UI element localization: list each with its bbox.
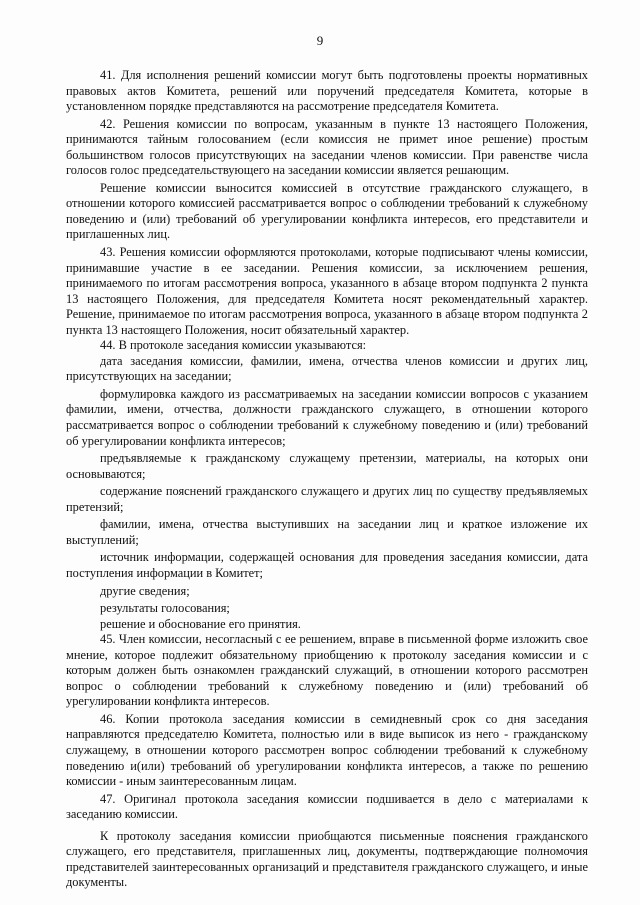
protocol-item-voting: результаты голосования; <box>100 601 230 616</box>
protocol-item-explanations: содержание пояснений гражданского служащего и других лиц по существу предъявляемых претензий; <box>66 484 588 514</box>
protocol-item-wording: формулировка каждого из рассматриваемых на заседании комиссии вопросов с указанием фамилии, имени, отчества, должности гражданского служащего, в отношении которого рассматривается вопрос о соблюдении требований к служебному поведению и (или) требований об урегулировании конфликта интересов; <box>66 386 588 448</box>
protocol-item-other: другие сведения; <box>100 583 190 598</box>
paragraph-42: 42. Решения комиссии по вопросам, указанным в пункте 13 настоящего Положения, принимаются тайным голосованием (если комиссия не примет иное решение) простым большинством голосов присутствующих на заседании членов комиссии. При равенстве числа голосов голос председательствующего на заседании комиссии является решающим. <box>66 116 588 178</box>
paragraph-44: 44. В протоколе заседания комиссии указываются: <box>100 338 367 353</box>
protocol-item-source: источник информации, содержащей основания для проведения заседания комиссии, дата поступления информации в Комитет; <box>66 550 588 580</box>
paragraph-41: 41. Для исполнения решений комиссии могут быть подготовлены проекты нормативных правовых актов Комитета, решений или поручений председателя Комитета, которые в установленном порядке представляются на рассмотрение председателя Комитета. <box>66 68 588 114</box>
page-number: 9 <box>316 33 324 48</box>
protocol-item-date: дата заседания комиссии, фамилии, имена, отчества членов комиссии и других лиц, присутствующих на заседании; <box>66 353 588 384</box>
paragraph-46: 46. Копии протокола заседания комиссии в семидневный срок со дня заседания направляются председателю Комитета, полностью или в виде выписок из него - гражданскому служащему, в отношении которого рассмотрен вопрос соблюдении требований к служебному поведению и(или) требований об урегулировании конфликта интересов, а также по решению комиссии - иным заинтересованным лицам. <box>66 711 588 789</box>
paragraph-47: 47. Оригинал протокола заседания комиссии подшивается в дело с материалами к заседанию комиссии. <box>66 791 588 822</box>
document-body <box>66 68 588 891</box>
protocol-item-decision: решение и обоснование его принятия. <box>100 616 301 631</box>
paragraph-43: 43. Решения комиссии оформляются протоколами, которые подписывают члены комиссии, принимавшие участие в ее заседании. Решения комиссии, за исключением решения, принимаемого по итогам рассмотрения вопроса, указанного в абзаце втором подпункта 2 пункта 13 настоящего Положения, для председателя Комитета носят рекомендательный характер. Решение, принимаемое по итогам рассмотрения вопроса, указанного в абзаце втором подпункта 2 пункта 13 настоящего Положения, носит обязательный характер. <box>66 245 588 337</box>
protocol-item-claims: предъявляемые к гражданскому служащему претензии, материалы, на которых они основываются; <box>66 451 588 481</box>
paragraph-45: 45. Член комиссии, несогласный с ее решением, вправе в письменной форме изложить свое мнение, которое подлежит обязательному приобщению к протоколу заседания комиссии и с которым должен быть ознакомлен гражданский служащий, в отношении которого рассмотрен вопрос о соблюдении требований к служебному поведению и (или) требований об урегулировании конфликта интересов. <box>66 632 588 709</box>
paragraph-42-decision: Решение комиссии выносится комиссией в отсутствие гражданского служащего, в отношении которого комиссией рассматривается вопрос о соблюдении требований к служебному поведению и (или) требований об урегулировании конфликта интересов, его представители и приглашенных лиц. <box>66 180 588 242</box>
protocol-item-speakers: фамилии, имена, отчества выступивших на заседании лиц и краткое изложение их выступлений; <box>66 517 588 547</box>
paragraph-47-attachments: К протоколу заседания комиссии приобщаются письменные пояснения гражданского служащего, его представителя, приглашенных лиц, документы, подтверждающие полномочия представителей заинтересованных организаций и представителя гражданского служащего, и иные документы. <box>66 828 588 890</box>
